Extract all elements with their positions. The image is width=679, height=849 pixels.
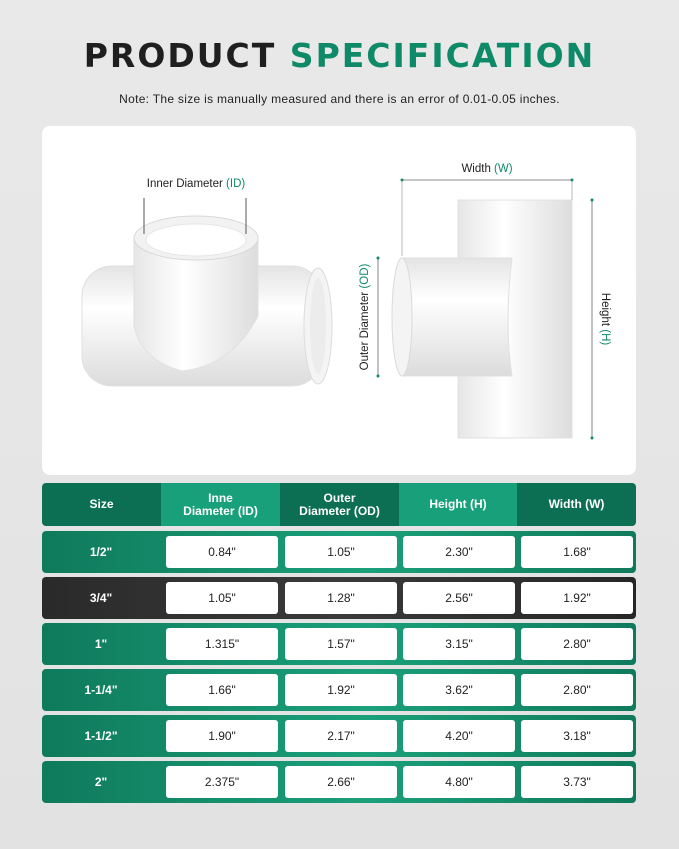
table-row — [42, 761, 636, 803]
table-row — [42, 531, 636, 573]
row-size: 2" — [94, 775, 108, 789]
tee-fitting-illustration — [42, 126, 636, 475]
height-label: Height (H) — [599, 292, 611, 346]
cell-height: 3.62" — [403, 674, 515, 706]
cell-width: 1.68" — [521, 536, 633, 568]
cell-id: 1.66" — [166, 674, 278, 706]
cell-height: 2.30" — [403, 536, 515, 568]
table-row — [42, 623, 636, 665]
inner-diameter-label: Inner Diameter (ID) — [146, 178, 246, 190]
row-size: 1-1/2" — [84, 729, 118, 743]
header-outer-diameter: Outer Diameter (OD) — [280, 483, 399, 526]
title-part1: PRODUCT — [83, 36, 277, 75]
page-title — [0, 36, 679, 75]
cell-od: 1.57" — [285, 628, 397, 660]
table-row — [42, 577, 636, 619]
table-row — [42, 669, 636, 711]
cell-height: 3.15" — [403, 628, 515, 660]
cell-height: 2.56" — [403, 582, 515, 614]
outer-diameter-label: Outer Diameter (OD) — [359, 263, 371, 371]
header-size: Size — [42, 483, 161, 526]
row-size: 1/2" — [89, 545, 113, 559]
product-diagram-panel — [42, 126, 636, 475]
width-label: Width (W) — [461, 163, 513, 175]
cell-width: 2.80" — [521, 674, 633, 706]
cell-od: 1.92" — [285, 674, 397, 706]
cell-width: 3.18" — [521, 720, 633, 752]
header-inner-diameter: Inne Diameter (ID) — [161, 483, 280, 526]
row-size: 1" — [94, 637, 108, 651]
tee-left-view — [82, 198, 332, 386]
cell-height: 4.20" — [403, 720, 515, 752]
cell-id: 1.90" — [166, 720, 278, 752]
cell-id: 0.84" — [166, 536, 278, 568]
row-size: 1-1/4" — [84, 683, 118, 697]
header-height: Height (H) — [399, 483, 517, 526]
cell-od: 2.17" — [285, 720, 397, 752]
title-part2: SPECIFICATION — [289, 36, 596, 75]
tee-right-view — [377, 179, 594, 440]
table-row — [42, 715, 636, 757]
cell-height: 4.80" — [403, 766, 515, 798]
table-header — [42, 483, 636, 526]
cell-width: 2.80" — [521, 628, 633, 660]
cell-id: 1.05" — [166, 582, 278, 614]
cell-id: 1.315" — [166, 628, 278, 660]
cell-od: 1.28" — [285, 582, 397, 614]
cell-width: 1.92" — [521, 582, 633, 614]
cell-id: 2.375" — [166, 766, 278, 798]
cell-width: 3.73" — [521, 766, 633, 798]
measurement-note: Note: The size is manually measured and there is an error of 0.01-0.05 inches. — [119, 92, 560, 106]
row-size: 3/4" — [89, 591, 113, 605]
cell-od: 1.05" — [285, 536, 397, 568]
cell-od: 2.66" — [285, 766, 397, 798]
header-width: Width (W) — [517, 483, 636, 526]
